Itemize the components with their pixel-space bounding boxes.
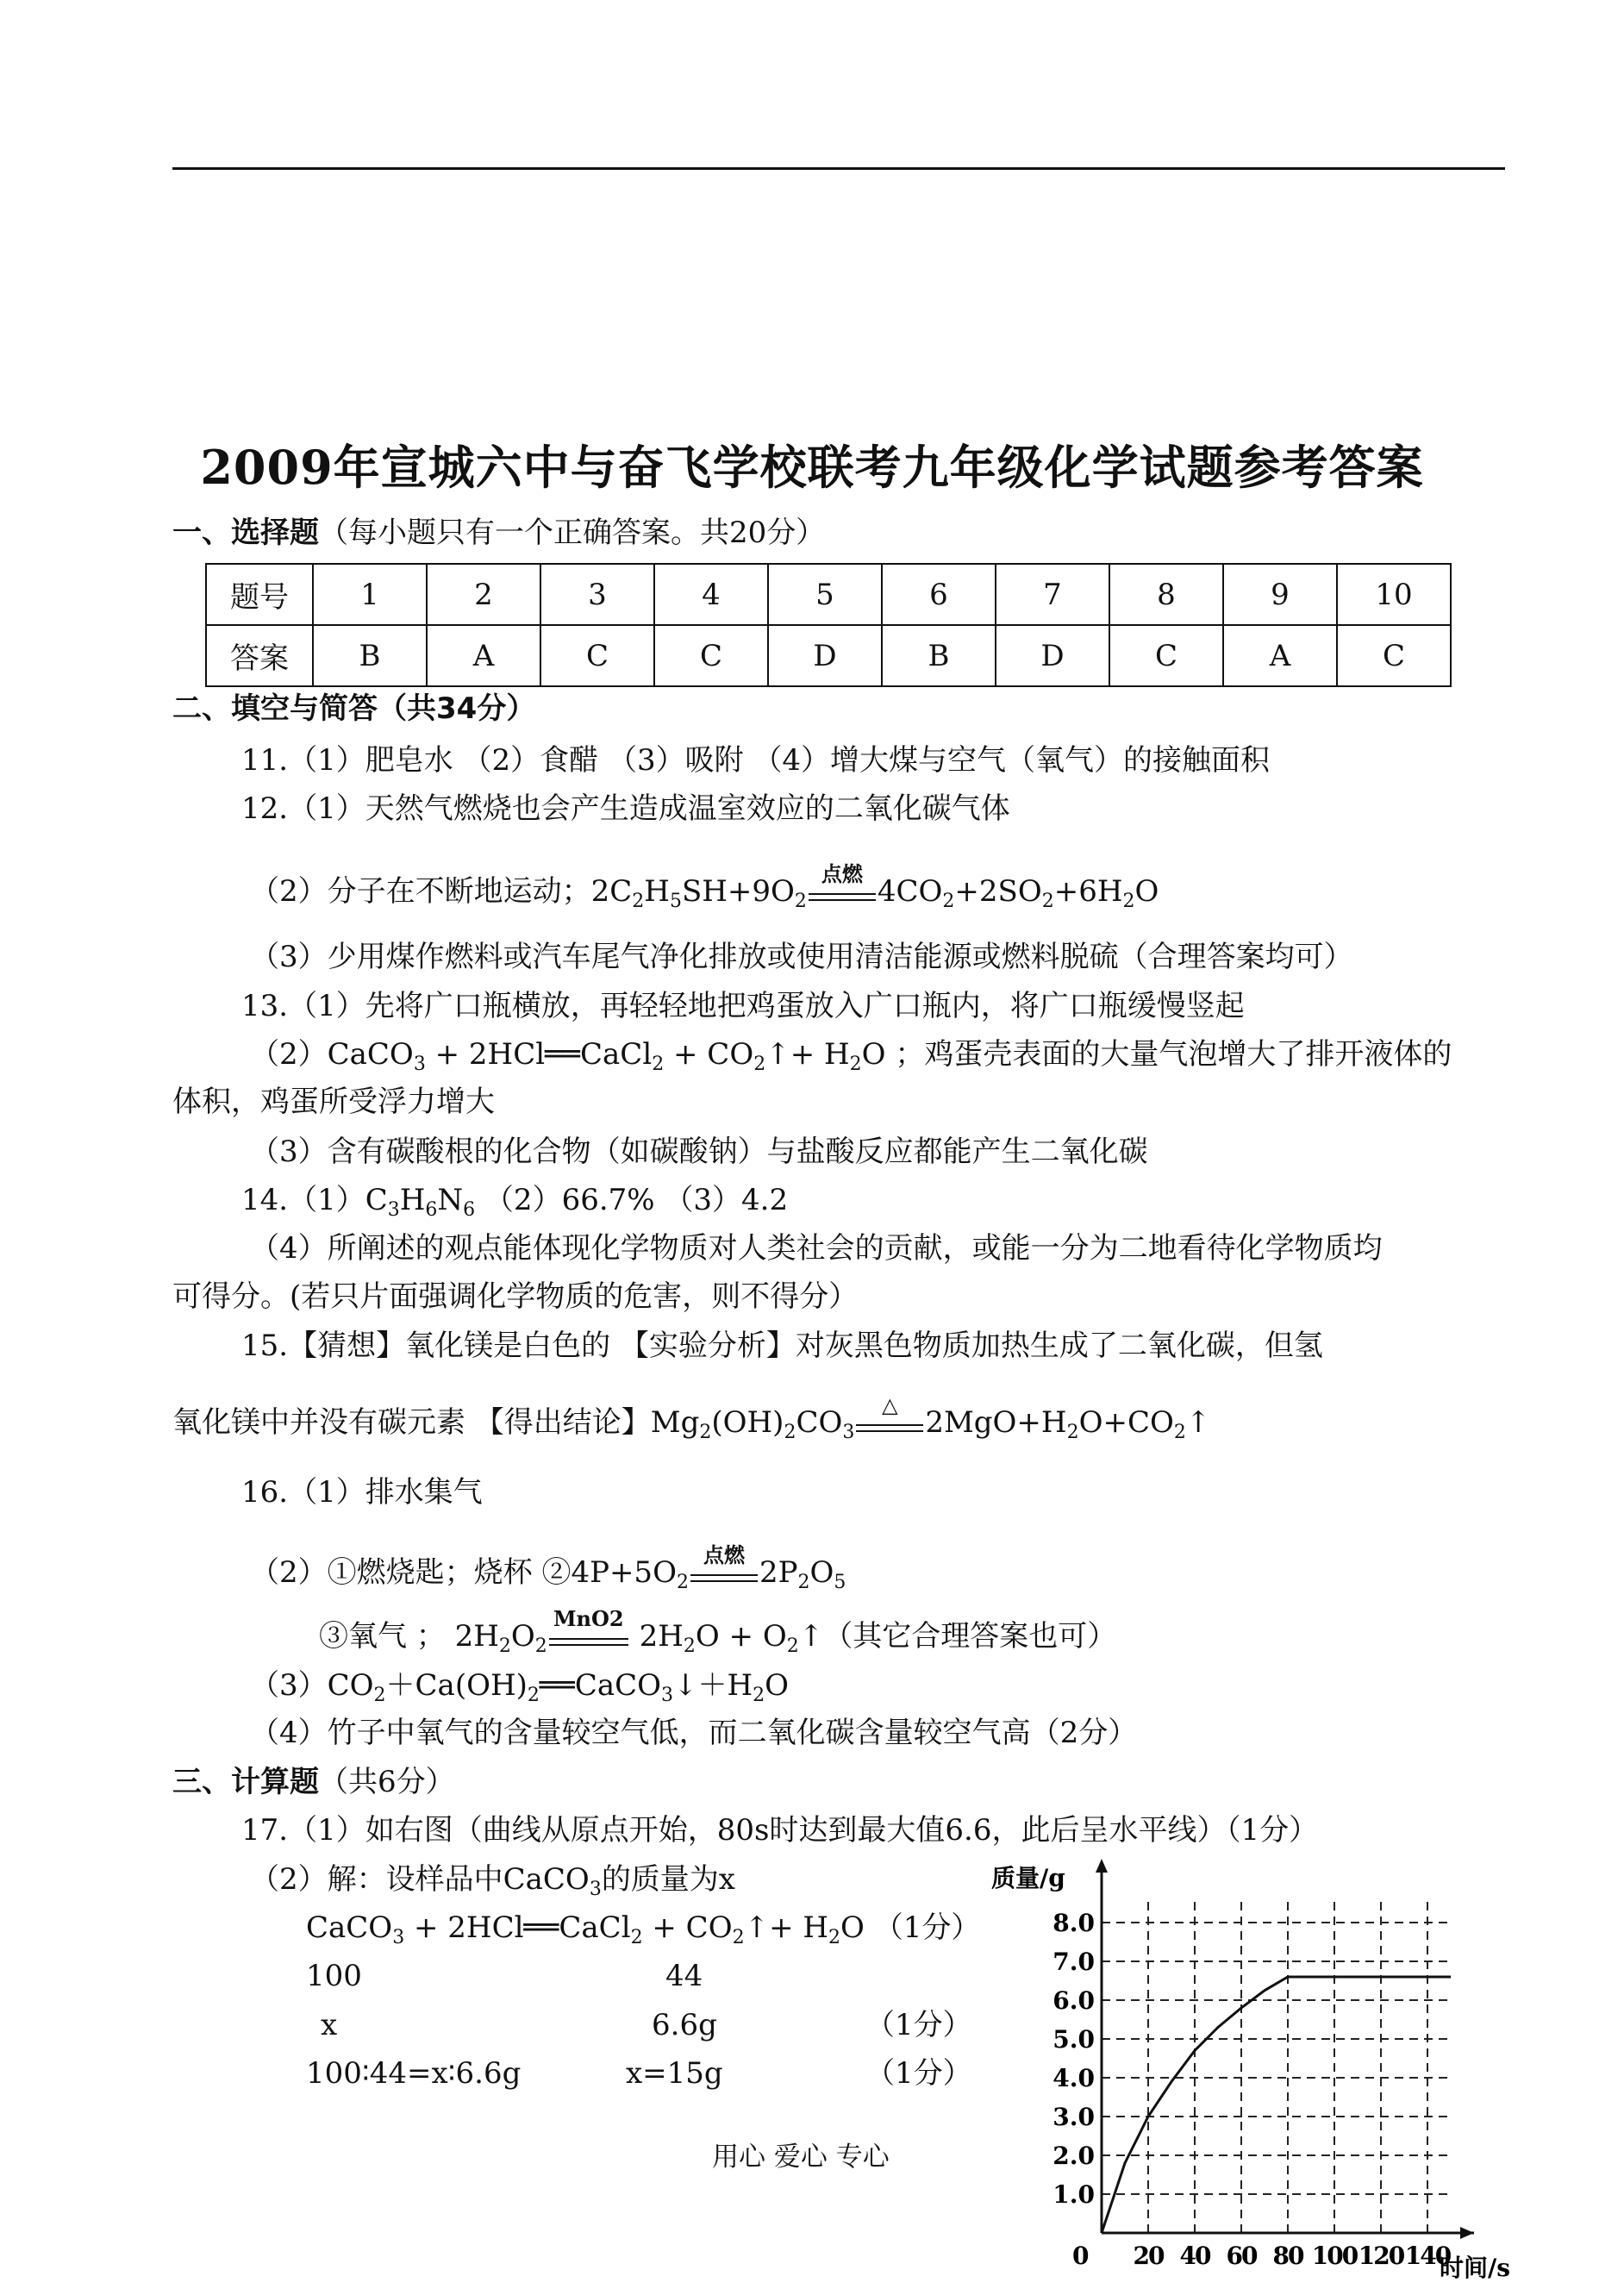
text-run: O: [1134, 874, 1159, 909]
text-run: H: [644, 874, 670, 909]
answer-16-3: $(3)CO_2+Ca(OH)_2══CaCO_3↓+H_2O$: [250, 1668, 790, 1706]
table-cell: 5: [768, 564, 882, 625]
condition-label: MnO2: [553, 1606, 624, 1631]
x-tick-label: 100: [1311, 2242, 1358, 2270]
text-run: 4CO: [877, 874, 943, 909]
y-tick-label: 3.0: [1052, 2103, 1095, 2131]
text-run: O ；鸡蛋壳表面的大量气泡增大了排开液体的: [861, 1037, 1452, 1072]
condition-label: 点燃: [703, 1542, 745, 1567]
answer-14-1: $14.(1)C_3H_6N_6$ （2）66.7% （3）4.2: [241, 1183, 789, 1221]
table-cell: 6: [882, 564, 996, 625]
y-tick-label: 5.0: [1052, 2025, 1095, 2054]
x-tick-label: 60: [1226, 2242, 1257, 2270]
y-tick-label: 8.0: [1052, 1909, 1095, 1937]
text-run: H: [399, 1183, 426, 1217]
answer-17-mass-100: 100: [306, 1959, 362, 1993]
table-cell: B: [313, 625, 427, 686]
text-run: +2SO: [954, 874, 1042, 909]
text-run: + CO: [664, 1037, 754, 1072]
answer-16-1: 16.（1）排水集气: [241, 1475, 483, 1510]
text-run: ══CaCO: [539, 1668, 661, 1703]
text-run: 2P: [759, 1555, 798, 1590]
text-run: CaCO: [306, 1910, 393, 1945]
text-run: ＋Ca(OH): [385, 1668, 528, 1703]
answer-12-1: 12.（1）天然气燃烧也会产生造成温室效应的二氧化碳气体: [241, 791, 1010, 826]
y-tick-label: 7.0: [1052, 1948, 1095, 1976]
page-title: 2009年宣城六中与奋飞学校联考九年级化学试题参考答案: [200, 440, 1424, 495]
y-tick-labels: [1052, 1909, 1095, 2209]
text-run: CO: [796, 1405, 843, 1440]
answer-table: [205, 563, 1452, 687]
table-cell: C: [1337, 625, 1451, 686]
table-cell: B: [882, 625, 996, 686]
text-run: ↑+ H: [765, 1037, 850, 1072]
table-cell: 7: [996, 564, 1109, 625]
y-axis-label: 质量/g: [991, 1864, 1065, 1892]
answer-12-3: （3）少用煤作燃料或汽车尾气净化排放或使用清洁能源或燃料脱硫（合理答案均可）: [250, 940, 1353, 974]
table-cell: C: [654, 625, 768, 686]
text-run: + 2HCl══CaCl: [404, 1910, 631, 1945]
table-cell: 9: [1223, 564, 1337, 625]
section-1-note: （每小题只有一个正确答案。共20分）: [319, 516, 826, 550]
x-axis-label: 时间/s: [1440, 2254, 1510, 2282]
chart-axes: [1096, 1859, 1474, 2239]
text-run: N: [437, 1183, 464, 1217]
text-run: 的质量为x: [601, 1862, 735, 1897]
table-cell: D: [768, 625, 882, 686]
answer-13-2: （2）CaCO$_3$ + 2HCl══CaCl$_2$ + $CO_2↑+ H_2O$ ；鸡蛋壳表面的大量气泡增大了排开液体的: [250, 1037, 1452, 1075]
section-1-heading: [172, 516, 825, 550]
text-run: + CO: [642, 1910, 733, 1945]
text-run: （2）66.7% （3）4.2: [475, 1183, 789, 1217]
text-run: + 2HCl══CaCl: [425, 1037, 653, 1072]
x-tick-labels: [1134, 2242, 1452, 2270]
y-tick-label: 2.0: [1052, 2142, 1095, 2170]
answer-17-mass-44: 44: [665, 1959, 703, 1993]
reaction-condition-ignite: [689, 1542, 759, 1590]
row-label-answer: 答案: [206, 625, 313, 686]
y-tick-label: 4.0: [1052, 2064, 1095, 2092]
answer-13-3: （3）含有碳酸根的化合物（如碳酸钠）与盐酸反应都能产生二氧化碳: [250, 1135, 1148, 1169]
text-run: O （1分）: [840, 1910, 981, 1945]
x-tick-label: 20: [1133, 2242, 1164, 2270]
section-2-heading: 二、填空与简答（共34分）: [172, 691, 536, 726]
table-cell: 10: [1337, 564, 1451, 625]
answer-17-score: （1分）: [865, 2056, 972, 2091]
text-run: O + O: [695, 1619, 787, 1654]
section-3-heading: [172, 1765, 455, 1799]
text-run: ↑+ H: [744, 1910, 829, 1945]
answer-15-cont: 氧化镁中并没有碳元素 【得出结论】$Mg_2(OH)_2CO_3$ △ $2MgO+H_2O+CO_2↑$: [172, 1405, 1210, 1440]
x-tick-label: 120: [1358, 2242, 1404, 2270]
answer-16-2-3: ③氧气 ； $2H_2O_2$ MnO2 $2H_2O$ + $O_2↑$（其它合理答案也可）: [319, 1619, 1116, 1654]
x-tick-label: 140: [1404, 2242, 1451, 2270]
reaction-condition-catalyst: [547, 1606, 630, 1654]
answer-14-4-cont: 可得分。(若只片面强调化学物质的危害，则不得分）: [172, 1279, 859, 1314]
answer-16-2: （2）①燃烧匙；烧杯 $②4P+5O_2$ 点燃 $2P_2O_5$: [250, 1555, 846, 1590]
row-label-number: 题号: [206, 564, 313, 625]
text-run: 氧化镁中并没有碳元素 【得出结论】Mg: [172, 1405, 700, 1440]
x-tick-label: 40: [1179, 2242, 1210, 2270]
table-cell: 1: [313, 564, 427, 625]
answer-17-var-x: x: [321, 2008, 338, 2042]
answer-12-2: （2）分子在不断地运动；$2C_2H_5SH+9O_2$ 点燃 $4CO_2+2SO_2+6H_2O$: [250, 874, 1159, 909]
table-row-answers: [206, 625, 1451, 686]
answer-16-4: （4）竹子中氧气的含量较空气低，而二氧化碳含量较空气高（2分）: [250, 1716, 1138, 1750]
table-cell: 4: [654, 564, 768, 625]
y-tick-label: 6.0: [1052, 1986, 1095, 2015]
x-tick-label: 80: [1272, 2242, 1303, 2270]
text-run: ↑: [1185, 1405, 1211, 1440]
answer-17-result: x=15g: [626, 2056, 723, 2091]
table-cell: A: [427, 625, 540, 686]
text-run: 2H: [629, 1619, 684, 1654]
text-run: (OH): [711, 1405, 784, 1440]
section-3-title: 三、计算题: [172, 1765, 319, 1799]
table-cell: C: [540, 625, 654, 686]
text-run: （2）CaCO: [250, 1037, 414, 1072]
text-run: 14.（1）C: [241, 1183, 388, 1217]
answer-17-proportion: 100∶44=x∶6.6g: [306, 2056, 522, 2091]
origin-label: 0: [1072, 2242, 1090, 2270]
text-run: +6H: [1053, 874, 1123, 909]
answer-17-2: （2）解：设样品中CaCO$_3$的质量为x: [250, 1862, 735, 1900]
text-run: 2MgO+H: [925, 1405, 1067, 1440]
reaction-condition-heat: [854, 1392, 925, 1440]
section-3-note: （共6分）: [319, 1765, 455, 1799]
chart-grid: [1102, 1899, 1451, 2233]
table-cell: C: [1109, 625, 1223, 686]
reaction-condition-ignite: [807, 861, 878, 909]
text-run: ↓＋H: [673, 1668, 753, 1703]
answer-13-1: 13.（1）先将广口瓶横放，再轻轻地把鸡蛋放入广口瓶内，将广口瓶缓慢竖起: [241, 989, 1245, 1023]
table-cell: D: [996, 625, 1109, 686]
condition-label: 点燃: [821, 861, 863, 886]
answer-14-4: （4）所阐述的观点能体现化学物质对人类社会的贡献，或能一分为二地看待化学物质均: [250, 1231, 1383, 1266]
section-1-title: 一、选择题: [172, 516, 319, 550]
text-run: （3）CO: [250, 1668, 374, 1703]
condition-label: △: [882, 1392, 898, 1417]
text-run: O: [765, 1668, 790, 1703]
table-cell: 8: [1109, 564, 1223, 625]
table-cell: A: [1223, 625, 1337, 686]
answer-13-2-cont: 体积，鸡蛋所受浮力增大: [172, 1085, 495, 1119]
y-tick-label: 1.0: [1052, 2180, 1095, 2209]
text-run: （2）①燃烧匙；烧杯 ②4P+5O: [250, 1555, 677, 1590]
answer-17-1: 17.（1）如右图（曲线从原点开始，80s时达到最大值6.6，此后呈水平线）（1分）: [241, 1813, 1319, 1848]
answer-11: 11.（1）肥皂水 （2）食醋 （3）吸附 （4）增大煤与空气（氧气）的接触面积: [241, 743, 1271, 778]
text-run: ↑（其它合理答案也可）: [798, 1619, 1117, 1654]
text-run: （2）解：设样品中CaCO: [250, 1862, 590, 1897]
y-axis-arrow: [1096, 1859, 1108, 1873]
x-axis-arrow: [1460, 2227, 1474, 2239]
text-run: O+CO: [1078, 1405, 1174, 1440]
page-footer: 用心 爱心 专心: [712, 2142, 890, 2173]
table-cell: 3: [540, 564, 654, 625]
table-row-numbers: [206, 564, 1451, 625]
answer-17-mass-6-6g: 6.6g: [652, 2008, 717, 2042]
answer-17-equation: CaCO$_3$ + 2HCl══CaCl$_2$ + $CO_2↑+ H_2O$ （1分）: [306, 1910, 981, 1948]
answer-15: 15.【猜想】氧化镁是白色的 【实验分析】对灰黑色物质加热生成了二氧化碳，但氢: [241, 1329, 1323, 1363]
text-run: O: [510, 1619, 535, 1654]
header-rule: [172, 167, 1505, 170]
table-cell: 2: [427, 564, 540, 625]
mass-time-chart: [983, 1854, 1534, 2285]
text-run: （2）分子在不断地运动；2C: [250, 874, 633, 909]
text-run: SH+9O: [681, 874, 795, 909]
text-run: O: [809, 1555, 834, 1590]
text-run: ③氧气 ； 2H: [319, 1619, 499, 1654]
answer-17-score: （1分）: [865, 2008, 972, 2042]
